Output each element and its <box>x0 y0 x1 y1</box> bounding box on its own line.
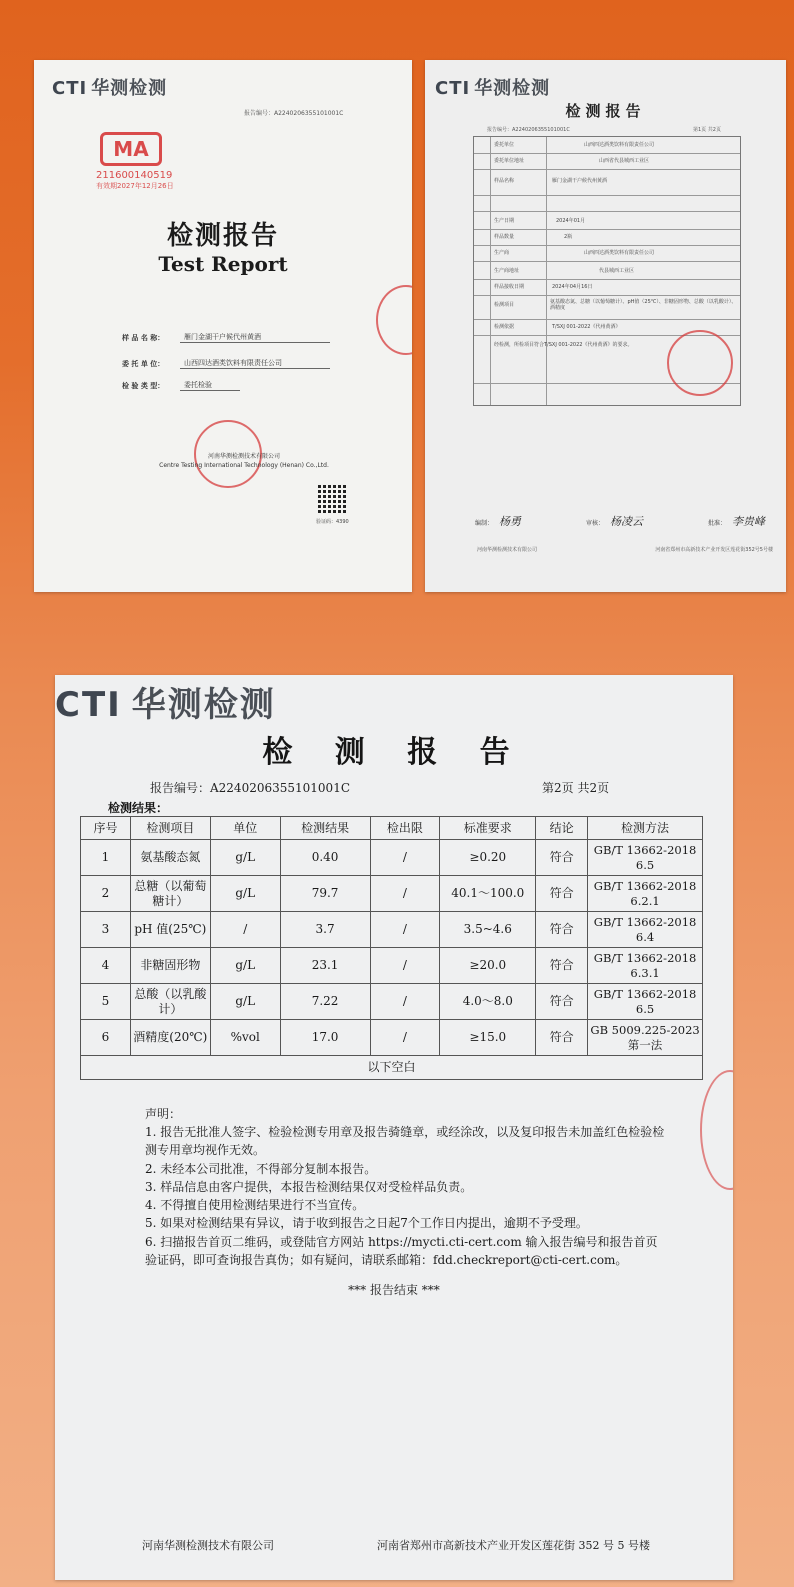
company-cn: 河南华测检测技术有限公司 <box>207 453 280 460</box>
signature-compiler <box>475 513 521 529</box>
row-label: 样品数量 <box>494 234 515 240</box>
cell-limit: / <box>370 876 440 912</box>
logo-cn-text: 华测检测 <box>131 685 276 725</box>
cell-no: 1 <box>81 840 131 876</box>
cell-standard: 3.5~4.6 <box>440 912 536 948</box>
table-line <box>474 295 740 296</box>
table-row <box>81 912 703 948</box>
cell-limit: / <box>370 948 440 984</box>
cell-unit: g/L <box>210 840 280 876</box>
row-value: 山西省代县城西工业区 <box>599 158 650 164</box>
page-one-report-number: 报告编号：A2240206355101001C <box>487 127 570 133</box>
edge-seal <box>376 285 412 355</box>
signature-approver <box>708 513 765 529</box>
results-label: 检测结果： <box>108 801 169 815</box>
cell-conclusion: 符合 <box>536 876 588 912</box>
field-value: 雁门金湖干户候代州黄酒 <box>180 332 330 343</box>
declaration-item: 5. 如果对检测结果有异议，请于收到报告之日起7个工作日内提出，逾期不予受理。 <box>145 1216 588 1231</box>
table-row <box>81 948 703 984</box>
cell-result: 23.1 <box>280 948 370 984</box>
row-value: 2024年04月16日 <box>552 284 593 290</box>
table-line <box>474 319 740 320</box>
table-line <box>546 137 547 405</box>
cell-no: 4 <box>81 948 131 984</box>
row-label: 样品名称 <box>494 178 515 184</box>
page-one-title: 检测报告 <box>565 102 646 120</box>
declaration-item: 6. 扫描报告首页二维码，或登陆官方网站 https://mycti.cti-cert.com 输入报告编号和报告首页验证码，即可查询报告真伪；如有疑问，请联系邮箱：fdd.checkreport@cti-cert.com。 <box>145 1234 658 1268</box>
cell-conclusion: 符合 <box>536 840 588 876</box>
cma-number-line: 211600140519 <box>96 170 173 181</box>
row-label: 生产商 <box>494 250 510 256</box>
blank-row <box>81 1056 703 1080</box>
inspection-seal <box>667 330 733 396</box>
sig-role: 编制： <box>475 520 494 527</box>
table-line <box>474 245 740 246</box>
footer-address: 河南省郑州市高新技术产业开发区莲花街 352 号 5 号楼 <box>377 1539 650 1552</box>
column-header: 单位 <box>210 817 280 840</box>
cti-logo <box>55 677 276 726</box>
table-header-row <box>81 817 703 840</box>
cell-unit: g/L <box>210 984 280 1020</box>
row-label: 委托单位地址 <box>494 158 525 164</box>
cell-limit: / <box>370 1020 440 1056</box>
declaration-title: 声明： <box>145 1107 182 1121</box>
cell-no: 2 <box>81 876 131 912</box>
logo-cn-text: 华测检测 <box>91 78 168 99</box>
declaration-item: 3. 样品信息由客户提供，本报告检测结果仅对受检样品负责。 <box>145 1179 473 1194</box>
declaration-list <box>145 1123 665 1269</box>
end-note: *** 报告结束 *** <box>348 1283 440 1297</box>
row-label: 检测项目 <box>494 302 515 308</box>
sig-name: 李贵峰 <box>731 515 765 528</box>
qr-code <box>318 485 346 513</box>
column-header: 检出限 <box>370 817 440 840</box>
cell-standard: ≥15.0 <box>440 1020 536 1056</box>
company-en: Centre Testing International Technology (Henan) Co.,Ltd. <box>159 462 329 469</box>
sig-role: 审核： <box>585 520 604 527</box>
row-value: 雁门金湖干户候代州黄酒 <box>552 178 608 184</box>
column-header: 序号 <box>81 817 131 840</box>
field-value: 委托检验 <box>180 380 240 391</box>
cell-method: GB/T 13662-2018 6.5 <box>588 984 703 1020</box>
cti-logo <box>435 74 550 100</box>
page-one-footer <box>477 546 773 553</box>
table-row <box>81 840 703 876</box>
cell-no: 5 <box>81 984 131 1020</box>
cell-result: 0.40 <box>280 840 370 876</box>
cell-conclusion: 符合 <box>536 912 588 948</box>
cell-method: GB/T 13662-2018 6.2.1 <box>588 876 703 912</box>
cma-number <box>96 170 174 192</box>
column-header: 检测项目 <box>130 817 210 840</box>
report-page-two <box>55 675 733 1580</box>
cell-conclusion: 符合 <box>536 984 588 1020</box>
field-label: 检 验 类 型： <box>122 382 165 390</box>
column-header: 结论 <box>536 817 588 840</box>
cover-field-sample <box>122 332 330 343</box>
cell-result: 3.7 <box>280 912 370 948</box>
table-line <box>474 211 740 212</box>
row-value: 2瓶 <box>564 234 573 240</box>
logo-cti-text: CTI <box>435 78 471 99</box>
cell-result: 7.22 <box>280 984 370 1020</box>
cell-method: GB/T 13662-2018 6.4 <box>588 912 703 948</box>
cell-item: 氨基酸态氮 <box>130 840 210 876</box>
table-line <box>474 229 740 230</box>
cell-result: 17.0 <box>280 1020 370 1056</box>
table-row <box>81 876 703 912</box>
cell-item: 酒精度(20℃) <box>130 1020 210 1056</box>
blank-note: 以下空白 <box>81 1056 703 1080</box>
results-table <box>80 816 703 1080</box>
column-header: 检测方法 <box>588 817 703 840</box>
row-value: 山西四达酒类饮料有限责任公司 <box>584 250 655 256</box>
signature-row <box>475 513 765 529</box>
cma-mark: MA <box>100 132 162 166</box>
cell-conclusion: 符合 <box>536 948 588 984</box>
row-value: 氨基酸态氮、总糖（以葡萄糖计）、pH值（25℃）、非糖固形物、总酸（以乳酸计）、酒精度 <box>550 299 737 311</box>
report-page-one <box>425 60 786 592</box>
cell-standard: ≥0.20 <box>440 840 536 876</box>
cover-report-number: 报告编号：A2240206355101001C <box>244 110 344 117</box>
page-two-report-number: 报告编号：A2240206355101001C <box>150 781 351 795</box>
cell-unit: / <box>210 912 280 948</box>
page-two-title: 检 测 报 告 <box>262 735 526 770</box>
field-label: 委 托 单 位： <box>122 360 165 368</box>
cover-title-cn: 检测报告 <box>166 221 279 251</box>
row-value: 代县城西工业区 <box>599 268 635 274</box>
cma-valid-line: 有效期2027年12月26日 <box>96 182 174 190</box>
cover-field-type <box>122 380 240 391</box>
cell-unit: %vol <box>210 1020 280 1056</box>
cell-result: 79.7 <box>280 876 370 912</box>
cell-limit: / <box>370 912 440 948</box>
row-value: 2024年01月 <box>556 218 586 224</box>
cell-item: 总糖（以葡萄糖计） <box>130 876 210 912</box>
cell-conclusion: 符合 <box>536 1020 588 1056</box>
cti-logo <box>52 74 167 100</box>
signature-reviewer <box>586 513 643 529</box>
cell-standard: ≥20.0 <box>440 948 536 984</box>
row-value: T/SXJ 001-2022《代州黄酒》 <box>552 324 621 330</box>
table-line <box>474 261 740 262</box>
cover-page <box>34 60 412 592</box>
cell-limit: / <box>370 984 440 1020</box>
table-line <box>474 169 740 170</box>
cell-item: 总酸（以乳酸计） <box>130 984 210 1020</box>
cell-method: GB/T 13662-2018 6.3.1 <box>588 948 703 984</box>
row-value: 山西四达酒类饮料有限责任公司 <box>584 142 655 148</box>
table-row <box>81 1020 703 1056</box>
edge-seal <box>700 1070 733 1190</box>
logo-cti-text: CTI <box>52 78 88 99</box>
table-row <box>81 984 703 1020</box>
sig-name: 杨凌云 <box>610 515 643 528</box>
table-line <box>474 279 740 280</box>
table-line <box>474 195 740 196</box>
row-label: 检测依据 <box>494 324 515 330</box>
footer-company: 河南华测检测技术有限公司 <box>477 547 538 553</box>
cell-standard: 4.0～8.0 <box>440 984 536 1020</box>
row-label: 委托单位 <box>494 142 515 148</box>
logo-cti-text: CTI <box>55 685 122 725</box>
footer-company: 河南华测检测技术有限公司 <box>142 1539 274 1552</box>
conclusion-text: 经检测，所检项目符合T/SXJ 001-2022《代州黄酒》的要求。 <box>494 342 633 348</box>
cell-unit: g/L <box>210 948 280 984</box>
cell-limit: / <box>370 840 440 876</box>
table-line <box>474 153 740 154</box>
cover-field-client <box>122 358 330 369</box>
row-label: 生产日期 <box>494 218 515 224</box>
cell-no: 6 <box>81 1020 131 1056</box>
cell-unit: g/L <box>210 876 280 912</box>
cell-item: 非糖固形物 <box>130 948 210 984</box>
page-one-page-number: 第1页 共2页 <box>693 127 721 133</box>
row-label: 样品接收日期 <box>494 284 525 290</box>
declaration-item: 2. 未经本公司批准，不得部分复制本报告。 <box>145 1161 377 1176</box>
declaration-item: 4. 不得擅自使用检测结果进行不当宣传。 <box>145 1198 365 1213</box>
cover-title-en: Test Report <box>158 252 288 276</box>
cell-no: 3 <box>81 912 131 948</box>
cell-method: GB/T 13662-2018 6.5 <box>588 840 703 876</box>
cover-company <box>144 452 344 470</box>
sig-name: 杨勇 <box>499 515 522 528</box>
logo-cn-text: 华测检测 <box>474 78 551 99</box>
cell-standard: 40.1～100.0 <box>440 876 536 912</box>
field-label: 样 品 名 称： <box>122 334 165 342</box>
column-header: 标准要求 <box>440 817 536 840</box>
row-label: 生产商地址 <box>494 268 520 274</box>
footer-address: 河南省郑州市高新技术产业开发区莲花街352号5号楼 <box>655 547 773 553</box>
page-two-page-number: 第2页 共2页 <box>542 781 610 795</box>
table-line <box>490 137 491 405</box>
field-value: 山西四达酒类饮料有限责任公司 <box>180 358 330 369</box>
cell-item: pH 值(25℃) <box>130 912 210 948</box>
column-header: 检测结果 <box>280 817 370 840</box>
sig-role: 批准： <box>707 520 726 527</box>
verify-code: 验证码：4390 <box>316 519 349 525</box>
declaration-item: 1. 报告无批准人签字、检验检测专用章及报告骑缝章，或经涂改，以及复印报告未加盖红色检验检测专用章均视作无效。 <box>145 1125 665 1158</box>
cell-method: GB 5009.225-2023 第一法 <box>588 1020 703 1056</box>
